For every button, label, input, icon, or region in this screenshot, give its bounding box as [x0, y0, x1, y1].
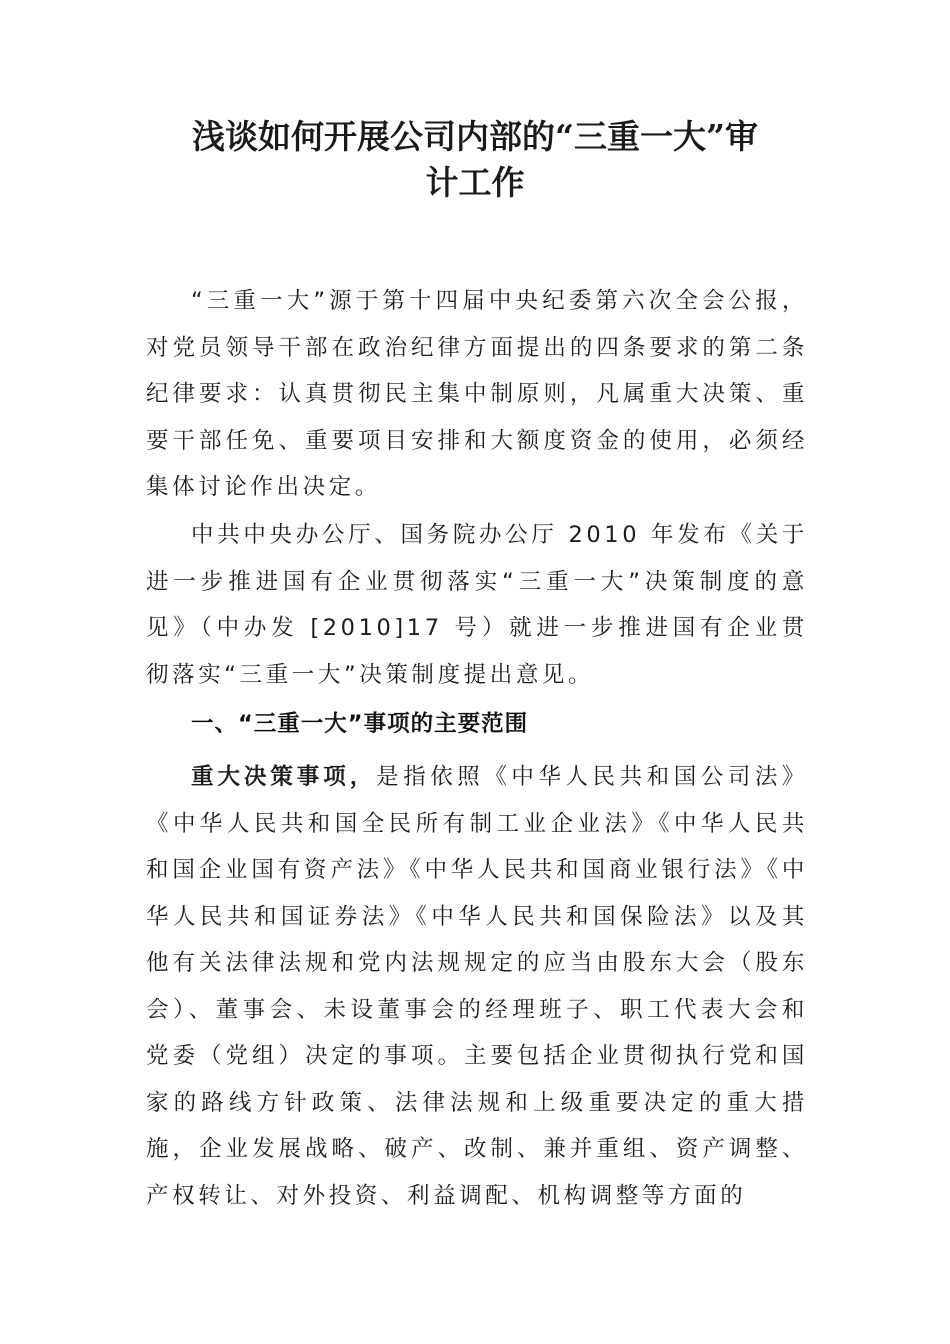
paragraph-major-decisions-text	[146, 754, 808, 1219]
paragraph-origin-text: “三重一大”源于第十四届中央纪委第六次全会公报，对党员领导干部在政治纪律方面提出的四条要求的第二条纪律要求：认真贯彻民主集中制原则，凡属重大决策、重要干部任免、重要项目安排和大额度资金的使用，必须经集体讨论作出决定。	[146, 288, 808, 500]
section-heading-scope: 一、“三重一大”事项的主要范围	[191, 711, 529, 737]
major-decisions-lead: 重大决策事项，	[191, 764, 377, 790]
document-title-line-1: 浅谈如何开展公司内部的“三重一大”审	[192, 117, 758, 156]
major-decisions-body: 是指依照《中华人民共和国公司法》《中华人民共和国全民所有制工业企业法》《中华人民共和国企业国有资产法》《中华人民共和国商业银行法》《中华人民共和国证券法》《中华人民共和国保险法》以及其他有关法律法规和党内法规规定的应当由股东大会（股东会）、董事会、未设董事会的经理班子、职工代表大会和党委（党组）决定的事项。主要包括企业贯彻执行党和国家的路线方针政策、法律法规和上级重要决定的重大措施，企业发展战略、破产、改制、兼并重组、资产调整、产权转让、对外投资、利益调配、机构调整等方面的	[146, 764, 808, 1209]
paragraph-major-decisions	[146, 754, 808, 1219]
document-title-line-2: 计工作	[425, 163, 525, 202]
paragraph-policy	[146, 512, 808, 698]
paragraph-policy-text: 中共中央办公厅、国务院办公厅 2010 年发布《关于进一步推进国有企业贯彻落实“三重一大”决策制度的意见》（中办发 [2010]17 号）就进一步推进国有企业贯彻落实“三重一大”决策制度提出意见。	[146, 522, 808, 688]
paragraph-origin	[146, 278, 808, 511]
